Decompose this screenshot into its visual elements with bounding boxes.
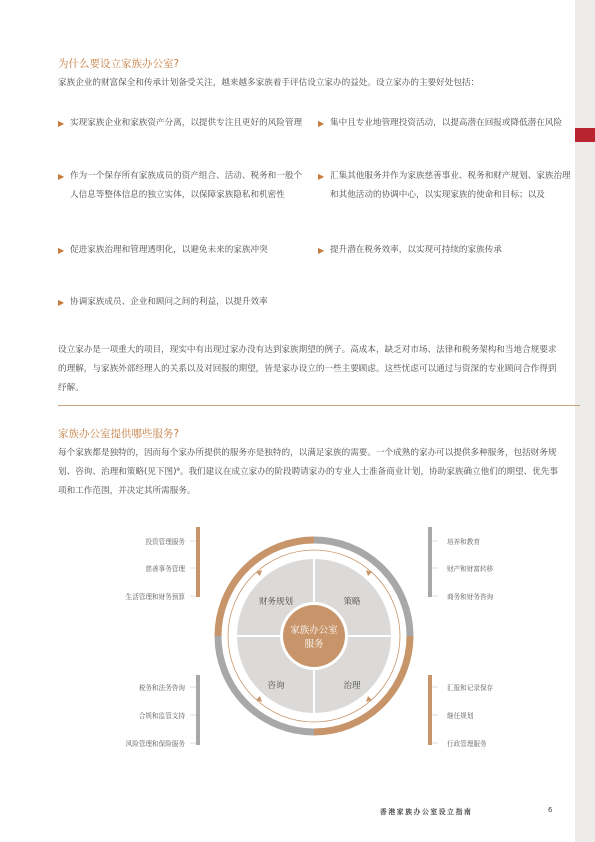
triangle-bullet-icon: ▶ <box>318 119 325 128</box>
service-item-wealth-transfer: 财产和财富转移 <box>447 565 494 573</box>
service-item-tax-legal: 税务和法务咨询 <box>138 684 185 692</box>
center-circle <box>283 605 345 667</box>
service-item-business-advisory: 商务和财务咨询 <box>447 593 494 601</box>
bullet-left-3: ▶ 促进家族治理和管理透明化，以避免未来的家族冲突 <box>58 241 310 260</box>
quadrant-label-strategy: 策略 <box>343 597 361 607</box>
service-item-philanthropy: 慈善事务管理 <box>145 565 185 573</box>
quadrant-label-financial-planning: 财务规划 <box>258 597 294 607</box>
triangle-bullet-icon: ▶ <box>318 172 325 181</box>
service-item-reporting: 汇报和记录保存 <box>447 684 494 692</box>
bracket-top-right <box>428 527 432 597</box>
triangle-bullet-icon: ▶ <box>58 246 65 255</box>
services-diagram <box>0 520 595 770</box>
service-item-risk: 风险管理和保险服务 <box>125 740 185 748</box>
section-divider <box>58 405 580 406</box>
bullet-left-4: ▶ 协调家族成员、企业和顾问之间的利益，以提升效率 <box>58 293 330 312</box>
triangle-bullet-icon: ▶ <box>58 172 65 181</box>
section-title-services: 家族办公室提供哪些服务? <box>58 428 180 440</box>
closing-paragraph: 设立家办是一项重大的项目，现实中有出现过家办没有达到家族期望的例子。高成本，缺乏对市场、法律和税务架构和当地合规要求的理解，与家族外部经理人的关系以及对回报的期望，皆是家办设立的一些主要顾虑。这些忧虑可以通过与资深的专业顾问合作得到纾解。 <box>58 345 557 393</box>
bullet-left-1: ▶ 实现家族企业和家族资产分离，以提供专注且更好的风险管理 <box>58 114 310 133</box>
service-item-compliance: 合规和监管支持 <box>138 712 185 720</box>
service-item-succession: 继任规划 <box>447 712 474 720</box>
service-item-administration: 行政管理服务 <box>447 740 487 748</box>
service-item-lifestyle: 生活管理和财务预算 <box>125 593 185 601</box>
service-item-investment: 投资管理服务 <box>145 538 185 546</box>
bullet-right-1: ▶ 集中且专业地管理投资活动，以提高潜在回报或降低潜在风险 <box>318 114 572 133</box>
triangle-bullet-icon: ▶ <box>58 298 65 307</box>
bullet-right-3: ▶ 提升潜在税务效率，以实现可持续的家族传承 <box>318 241 572 260</box>
bracket-bottom-right <box>428 675 432 745</box>
bracket-bottom-left <box>196 675 200 745</box>
page-number: 6 <box>548 806 553 814</box>
section-title-why: 为什么要设立家族办公室? <box>58 58 180 70</box>
bullet-left-2: ▶ 作为一个保存所有家族成员的资产组合、活动、税务和一般个人信息等整体信息的独立实体，以保障家族隐私和机密性 <box>58 167 310 205</box>
quadrant-label-governance: 治理 <box>343 681 361 691</box>
section-intro-why: 家族企业的财富保全和传承计划备受关注，越来越多家族着手评估设立家办的益处。设立家办的主要好处包括： <box>58 78 480 88</box>
quadrant-label-advisory: 咨询 <box>267 681 285 691</box>
side-accent-bar <box>575 128 595 142</box>
section-intro-services: 每个家族都是独特的，因而每个家办所提供的服务亦是独特的，以满足家族的需要。一个成熟的家办可以提供多种服务，包括财务规划、咨询、治理和策略(见下图)⁹。我们建议在成立家办的阶段聘请家办的专业人士准备商业计划，协助家族确立他们的期望、优先事项和工作范围，并决定其所需服务。 <box>58 448 558 496</box>
center-label-line1: 家族办公室 <box>290 625 338 636</box>
bullet-right-2: ▶ 汇集其他服务并作为家族慈善事业、税务和财产规划、家族治理和其他活动的协调中心，以实现家族的使命和目标；以及 <box>318 167 572 205</box>
service-item-education: 培养和教育 <box>447 538 480 546</box>
footer-title: 香港家族办公室设立指南 <box>380 808 473 816</box>
center-label-line2: 服务 <box>304 639 324 650</box>
services-diagram-graphic <box>0 520 595 770</box>
bracket-top-left <box>196 527 200 597</box>
triangle-bullet-icon: ▶ <box>58 119 65 128</box>
triangle-bullet-icon: ▶ <box>318 246 325 255</box>
